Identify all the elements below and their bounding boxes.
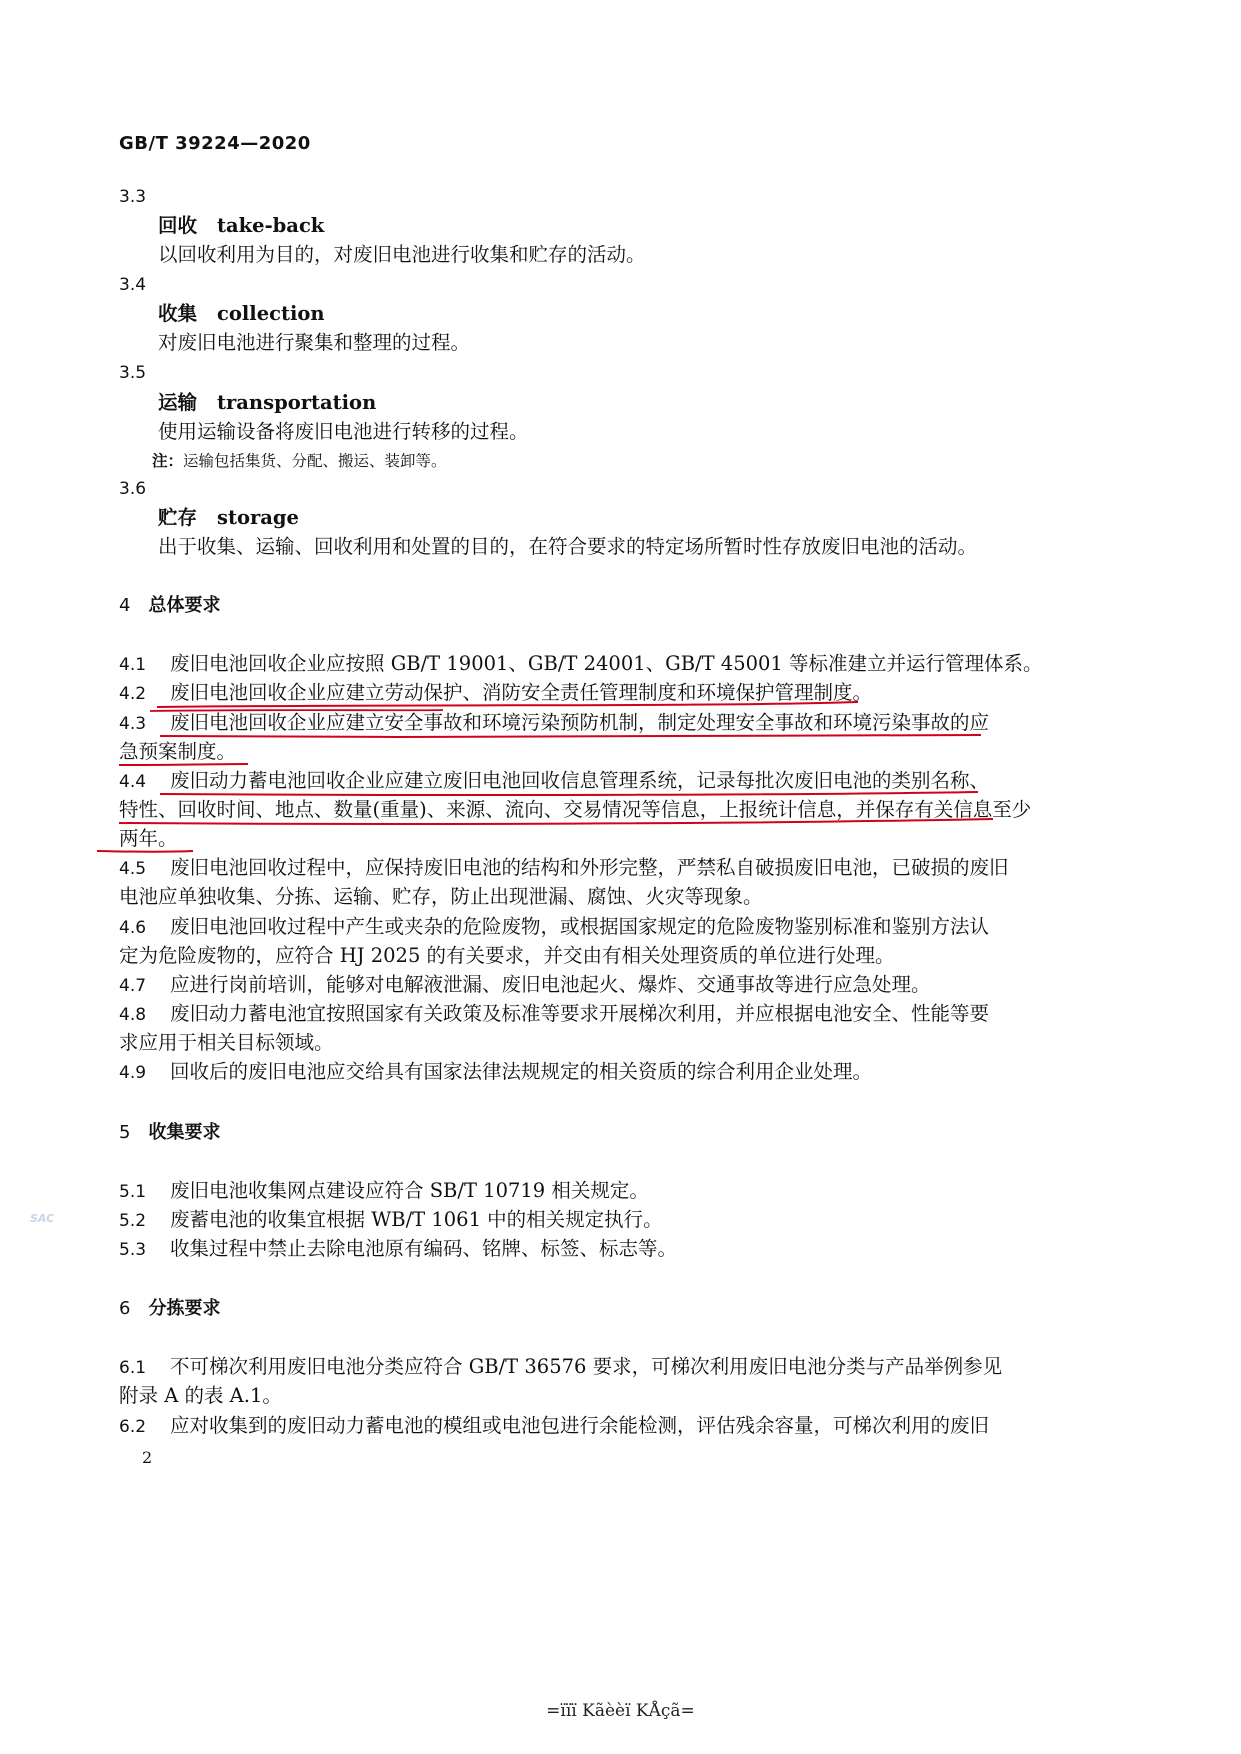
clause-number: 4.2 — [119, 684, 147, 704]
standard-code: GB/T 39224—2020 — [119, 133, 311, 154]
term-en: collection — [217, 302, 325, 325]
clause-number: 5.1 — [119, 1182, 147, 1202]
clause-number: 5.2 — [119, 1211, 147, 1231]
section-number: 6 — [119, 1298, 131, 1319]
clause-number: 4.6 — [119, 918, 147, 938]
clause-number: 6.2 — [119, 1417, 147, 1437]
clause-number: 4.9 — [119, 1063, 147, 1083]
clause-number: 4.8 — [119, 1005, 147, 1025]
red-underline-4-4-line1 — [160, 792, 978, 795]
term-en: transportation — [217, 391, 377, 414]
term-number: 3.3 — [119, 187, 147, 207]
clause-number: 4.3 — [119, 714, 147, 734]
term-zh: 贮存 — [158, 506, 198, 529]
term-zh: 收集 — [158, 302, 198, 325]
section-number: 4 — [119, 595, 131, 616]
clause-number: 4.4 — [119, 772, 147, 792]
clause-number: 4.5 — [119, 859, 147, 879]
clause-text: 回收后的废旧电池应交给具有国家法律法规规定的相关资质的综合利用企业处理。 — [170, 1060, 873, 1083]
clause-continuation: 定为危险废物的，应符合 HJ 2025 的有关要求，并交由有相关处理资质的单位进行处理。 — [119, 944, 895, 967]
term-number: 3.6 — [119, 479, 147, 499]
term-definition: 使用运输设备将废旧电池进行转移的过程。 — [158, 420, 529, 443]
note-text: 运输包括集货、分配、搬运、装卸等。 — [183, 452, 447, 470]
section-title: 收集要求 — [148, 1122, 221, 1143]
clause-text: 废旧电池回收企业应建立劳动保护、消防安全责任管理制度和环境保护管理制度。 — [170, 681, 873, 704]
clause-text: 废旧电池收集网点建设应符合 SB/T 10719 相关规定。 — [170, 1179, 649, 1202]
clause-text: 不可梯次利用废旧电池分类应符合 GB/T 36576 要求，可梯次利用废旧电池分类与产品举例参见 — [170, 1355, 1003, 1378]
red-underline-4-3-line2 — [119, 764, 248, 765]
red-underline-4-3-line1 — [160, 735, 981, 737]
term-number: 3.5 — [119, 363, 147, 383]
page-number: 2 — [142, 1448, 153, 1467]
red-underline-4-4-line2 — [119, 819, 993, 824]
sac-watermark-logo: SAC — [30, 1212, 55, 1225]
red-underline-4-2 — [157, 702, 858, 707]
clause-number: 5.3 — [119, 1240, 147, 1260]
term-zh: 运输 — [158, 391, 198, 414]
clause-number: 6.1 — [119, 1358, 147, 1378]
note-label: 注： — [152, 452, 184, 470]
clause-text: 废旧电池回收过程中，应保持废旧电池的结构和外形完整，严禁私自破损废旧电池，已破损的废旧 — [170, 856, 1009, 879]
clause-number: 4.1 — [119, 655, 147, 675]
clause-continuation: 特性、回收时间、地点、数量(重量)、来源、流向、交易情况等信息，上报统计信息，并保存有关信息至少 — [119, 798, 1032, 821]
term-en: take-back — [217, 214, 325, 237]
page-footer: =ïïï Kãèèï KÅçã= — [546, 1701, 695, 1721]
red-underline-4-3-top — [150, 710, 443, 711]
clause-text: 废旧电池回收企业应按照 GB/T 19001、GB/T 24001、GB/T 45001 等标准建立并运行管理体系。 — [170, 652, 1043, 675]
clause-continuation: 求应用于相关目标领域。 — [119, 1031, 334, 1054]
clause-text: 收集过程中禁止去除电池原有编码、铭牌、标签、标志等。 — [170, 1237, 678, 1260]
red-underline-4-4-line3 — [97, 851, 193, 852]
term-definition: 对废旧电池进行聚集和整理的过程。 — [158, 331, 471, 354]
section-title: 总体要求 — [148, 595, 221, 616]
clause-text: 废旧电池回收过程中产生或夹杂的危险废物，或根据国家规定的危险废物鉴别标准和鉴别方法认 — [170, 915, 990, 938]
term-definition: 以回收利用为目的，对废旧电池进行收集和贮存的活动。 — [158, 243, 646, 266]
clause-continuation: 附录 A 的表 A.1。 — [119, 1384, 282, 1407]
clause-number: 4.7 — [119, 976, 147, 996]
section-number: 5 — [119, 1122, 131, 1143]
term-zh: 回收 — [158, 214, 198, 237]
clause-text: 应对收集到的废旧动力蓄电池的模组或电池包进行余能检测，评估残余容量，可梯次利用的废旧 — [170, 1414, 990, 1437]
clause-text: 应进行岗前培训，能够对电解液泄漏、废旧电池起火、爆炸、交通事故等进行应急处理。 — [170, 973, 931, 996]
clause-text: 废蓄电池的收集宜根据 WB/T 1061 中的相关规定执行。 — [170, 1208, 663, 1231]
section-title: 分拣要求 — [148, 1298, 221, 1319]
clause-text: 废旧电池回收企业应建立安全事故和环境污染预防机制，制定处理安全事故和环境污染事故的应 — [170, 711, 990, 734]
term-en: storage — [217, 506, 299, 529]
clause-text: 废旧动力蓄电池回收企业应建立废旧电池回收信息管理系统，记录每批次废旧电池的类别名称、 — [170, 769, 990, 792]
term-number: 3.4 — [119, 275, 147, 295]
clause-text: 废旧动力蓄电池宜按照国家有关政策及标准等要求开展梯次利用，并应根据电池安全、性能等要 — [170, 1002, 990, 1025]
clause-continuation: 电池应单独收集、分拣、运输、贮存，防止出现泄漏、腐蚀、火灾等现象。 — [119, 885, 763, 908]
term-definition: 出于收集、运输、回收利用和处置的目的，在符合要求的特定场所暂时性存放废旧电池的活动。 — [158, 535, 978, 558]
clause-continuation: 急预案制度。 — [119, 740, 237, 763]
clause-continuation: 两年。 — [119, 827, 178, 850]
